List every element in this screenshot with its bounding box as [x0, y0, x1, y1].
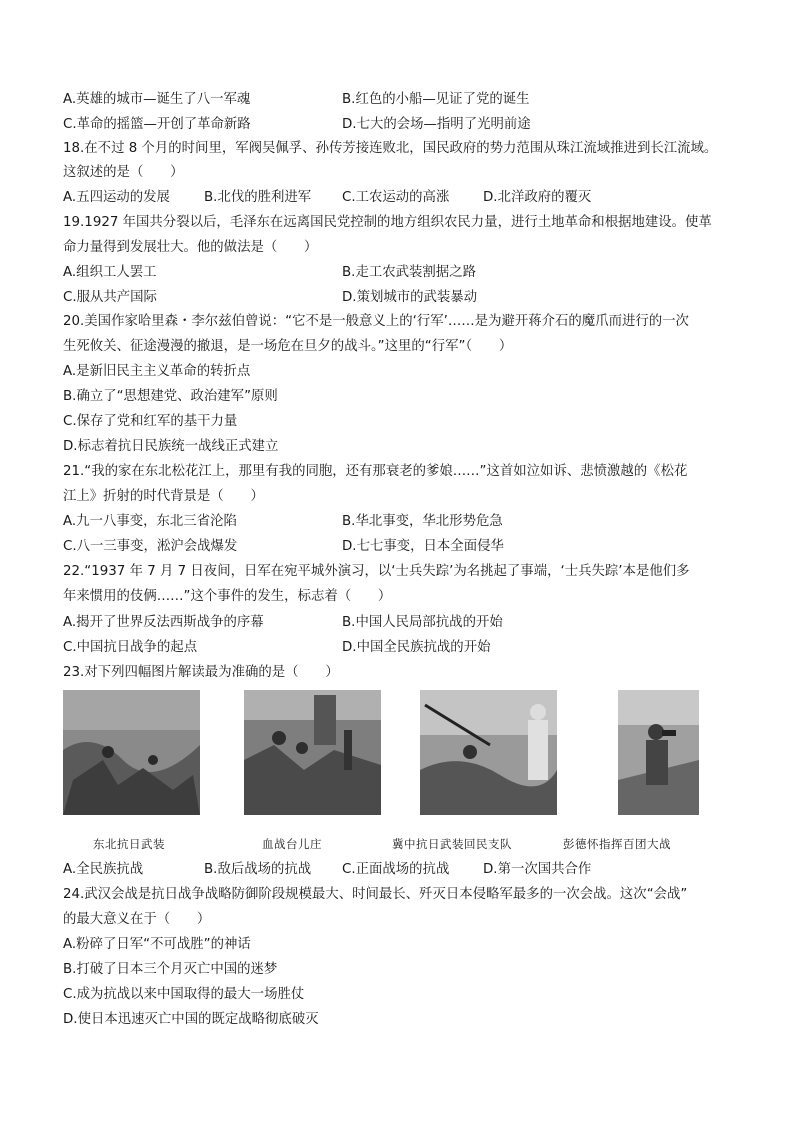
q18-stem-line1: 18.在不过 8 个月的时间里，军阀吴佩孚、孙传芳接连败北，国民政府的势力范围从珠江流域推进到长江流域。 — [63, 141, 718, 156]
q19-option-a[interactable]: A.组织工人罢工 — [63, 265, 157, 280]
q23-photo-strip — [0, 690, 794, 830]
photo-taierzhuang-battle — [244, 690, 381, 815]
q19-option-d[interactable]: D.策划城市的武装暴动 — [342, 290, 478, 305]
photo-peng-dehuai-hundred-regiments — [618, 690, 699, 815]
q24-stem-line2: 的最大意义在于（ ） — [63, 912, 211, 927]
q20-option-c[interactable]: C.保存了党和红军的基干力量 — [63, 414, 238, 429]
q23-option-a[interactable]: A.全民族抗战 — [63, 862, 144, 877]
q21-option-a[interactable]: A.九一八事变，东北三省沦陷 — [63, 514, 237, 529]
q19-option-b[interactable]: B.走工农武装割据之路 — [342, 265, 476, 280]
q20-option-d[interactable]: D.标志着抗日民族统一战线正式建立 — [63, 439, 279, 454]
photo-hui-detachment — [420, 690, 557, 815]
q24-stem-line1: 24.武汉会战是抗日战争战略防御阶段规模最大、时间最长、歼灭日本侵略军最多的一次会战。这次“会战” — [63, 887, 688, 902]
q21-option-b[interactable]: B.华北事变，华北形势危急 — [342, 514, 503, 529]
q23-stem: 23.对下列四幅图片解读最为准确的是（ ） — [63, 665, 339, 680]
caption-2: 血战台儿庄 — [262, 837, 322, 851]
q20-stem-line2: 生死攸关、征途漫漫的撤退，是一场危在旦夕的战斗。”这里的“行军”（ ） — [63, 339, 513, 354]
q20-option-b[interactable]: B.确立了“思想建党、政治建军”原则 — [63, 389, 278, 404]
q20-option-a[interactable]: A.是新旧民主主义革命的转折点 — [63, 364, 251, 379]
caption-3: 冀中抗日武装回民支队 — [392, 837, 512, 851]
caption-4: 彭德怀指挥百团大战 — [563, 837, 671, 851]
q17-option-d[interactable]: D.七大的会场—指明了光明前途 — [342, 117, 531, 132]
q21-stem-line2: 江上》折射的时代背景是（ ） — [63, 489, 264, 504]
q22-option-c[interactable]: C.中国抗日战争的起点 — [63, 640, 198, 655]
q21-option-d[interactable]: D.七七事变，日本全面侵华 — [342, 539, 504, 554]
q18-option-c[interactable]: C.工农运动的高涨 — [342, 190, 450, 205]
q22-option-a[interactable]: A.揭开了世界反法西斯战争的序幕 — [63, 615, 264, 630]
q20-stem-line1: 20.美国作家哈里森・李尔兹伯曾说：“它不是一般意义上的‘行军’……是为避开蒋介石的魔爪而进行的一次 — [63, 314, 689, 329]
q18-option-b[interactable]: B.北伐的胜利进军 — [204, 190, 312, 205]
q18-stem-line2: 这叙述的是（ ） — [63, 165, 184, 180]
q24-option-b[interactable]: B.打破了日本三个月灭亡中国的迷梦 — [63, 962, 278, 977]
q22-option-d[interactable]: D.中国全民族抗战的开始 — [342, 640, 491, 655]
q19-stem-line2: 命力量得到发展壮大。他的做法是（ ） — [63, 240, 318, 255]
q23-option-d[interactable]: D.第一次国共合作 — [483, 862, 592, 877]
q24-option-a[interactable]: A.粉碎了日军“不可战胜”的神话 — [63, 937, 251, 952]
q21-option-c[interactable]: C.八一三事变，淞沪会战爆发 — [63, 539, 238, 554]
q23-option-b[interactable]: B.敌后战场的抗战 — [204, 862, 312, 877]
q21-stem-line1: 21.“我的家在东北松花江上，那里有我的同胞，还有那衰老的爹娘……”这首如泣如诉、悲愤激越的《松花 — [63, 464, 688, 479]
q17-option-a[interactable]: A.英雄的城市—诞生了八一军魂 — [63, 92, 251, 107]
q18-option-a[interactable]: A.五四运动的发展 — [63, 190, 170, 205]
q22-stem-line2: 年来惯用的伎俩……”这个事件的发生，标志着（ ） — [63, 589, 392, 604]
q22-stem-line1: 22.“1937 年 7 月 7 日夜间，日军在宛平城外演习，以‘士兵失踪’为名挑起了事端，‘士兵失踪’本是他们多 — [63, 564, 690, 579]
q19-option-c[interactable]: C.服从共产国际 — [63, 290, 157, 305]
q17-option-c[interactable]: C.革命的摇篮—开创了革命新路 — [63, 117, 251, 132]
q24-option-d[interactable]: D.使日本迅速灭亡中国的既定战略彻底破灭 — [63, 1012, 319, 1027]
q24-option-c[interactable]: C.成为抗战以来中国取得的最大一场胜仗 — [63, 987, 305, 1002]
caption-1: 东北抗日武装 — [93, 837, 165, 851]
q23-option-c[interactable]: C.正面战场的抗战 — [342, 862, 450, 877]
photo-northeast-anti-japanese-army — [63, 690, 200, 815]
q22-option-b[interactable]: B.中国人民局部抗战的开始 — [342, 615, 503, 630]
q17-option-b[interactable]: B.红色的小船—见证了党的诞生 — [342, 92, 530, 107]
q19-stem-line1: 19.1927 年国共分裂以后，毛泽东在远离国民党控制的地方组织农民力量，进行土地革命和根据地建设。使革 — [63, 215, 712, 230]
q18-option-d[interactable]: D.北洋政府的覆灭 — [483, 190, 592, 205]
